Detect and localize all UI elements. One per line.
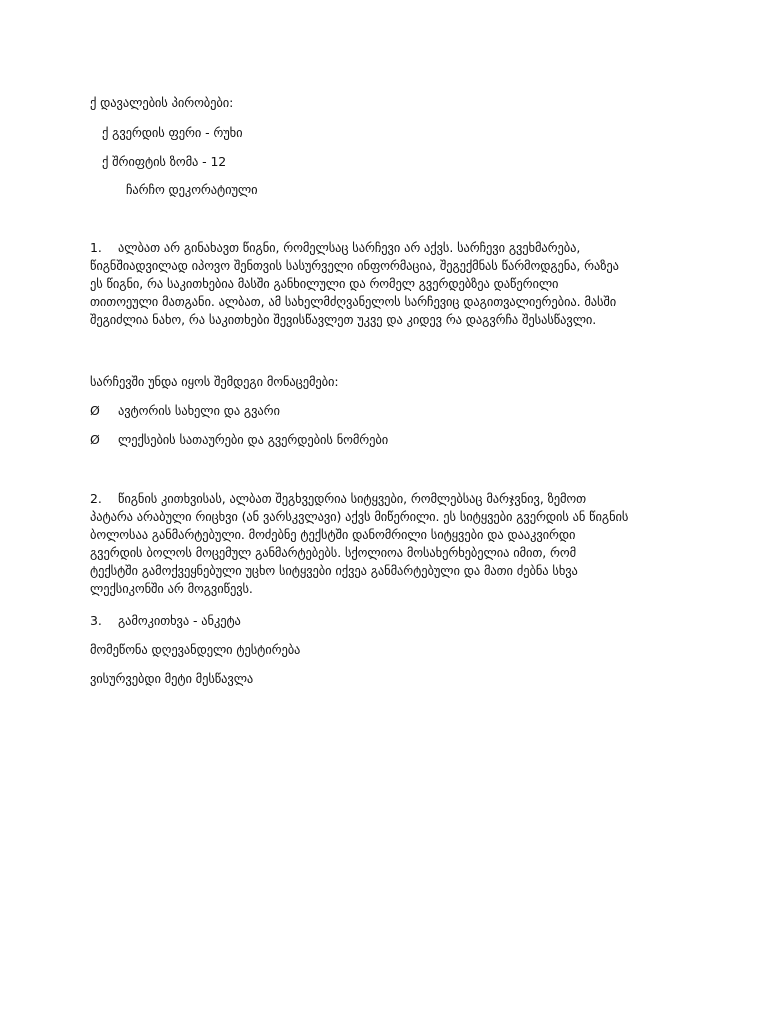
closing-line: ვისურვებდი მეტი მესწავლა bbox=[90, 671, 254, 686]
section-3-text: გამოკითხვა - ანკეტა bbox=[118, 613, 241, 628]
section-1-line: შეგიძლია ნახო, რა საკითხები შევისწავლეთ უკვე და კიდევ რა დაგვრჩა შესასწავლი. bbox=[90, 312, 597, 327]
section-2-line: გვერდის ბოლოს მოცემულ განმარტებებს. სქოლიოა მოსახერხებელია იმით, რომ bbox=[90, 545, 577, 560]
section-1 bbox=[90, 239, 680, 329]
section-2-line: ტექსტში გამოქვეყნებული უცხო სიტყვები იქვეა განმარტებული და მათი ძებნა სხვა bbox=[90, 563, 578, 578]
section-1-line: წიგნშიადვილად იპოვო შენთვის სასურველი ინფორმაცია, შეგექმნას წარმოდგენა, რაზეა bbox=[90, 258, 619, 273]
section-2-line: პატარა არაბული რიცხვი (ან ვარსკვლავი) აქვს მიწერილი. ეს სიტყვები გვერდის ან წიგნის bbox=[90, 509, 629, 524]
section-2-number: 2. bbox=[90, 491, 102, 506]
requirement-frame: ჩარჩო დეკორატიული bbox=[126, 182, 258, 197]
section-1-line: თითოეული მათგანი. ალბათ, ამ სახელმძღვანელოს სარჩევიც დაგითვალიერებია. მასში bbox=[90, 294, 617, 309]
section-3 bbox=[90, 612, 241, 630]
toc-contents-heading: სარჩევში უნდა იყოს შემდეგი მონაცემები: bbox=[90, 374, 339, 389]
section-2 bbox=[90, 490, 680, 598]
section-2-line: ბოლოსაა განმარტებული. მოძებნე ტექსტში დანომრილი სიტყვები და დააკვირდი bbox=[90, 527, 576, 542]
section-1-line: ეს წიგნი, რა საკითხებია მასში განხილული და რომელ გვერდებზეა დაწერილი bbox=[90, 276, 559, 291]
requirement-font-size: ქ შრიფტის ზომა - 12 bbox=[102, 154, 227, 169]
section-2-line: წიგნის კითხვისას, ალბათ შეგხვედრია სიტყვები, რომლებსაც მარჯვნივ, ზემოთ bbox=[118, 491, 587, 506]
toc-item bbox=[90, 431, 388, 449]
toc-item-text: ავტორის სახელი და გვარი bbox=[118, 403, 280, 418]
section-1-line: ალბათ არ გინახავთ წიგნი, რომელსაც სარჩევი არ აქვს. სარჩევი გვეხმარება, bbox=[118, 240, 581, 255]
requirement-page-color: ქ გვერდის ფერი - რუხი bbox=[102, 125, 243, 140]
section-3-number: 3. bbox=[90, 613, 102, 628]
closing-line: მომეწონა დღევანდელი ტესტირება bbox=[90, 642, 301, 657]
toc-item-text: ლექსების სათაურები და გვერდების ნომრები bbox=[118, 432, 389, 447]
bullet-icon: Ø bbox=[90, 432, 100, 447]
toc-item bbox=[90, 402, 280, 420]
section-1-number: 1. bbox=[90, 240, 102, 255]
section-2-line: ლექსიკონში არ მოგვიწევს. bbox=[90, 581, 253, 596]
requirements-heading: ქ დავალების პირობები: bbox=[90, 95, 234, 110]
bullet-icon: Ø bbox=[90, 403, 100, 418]
